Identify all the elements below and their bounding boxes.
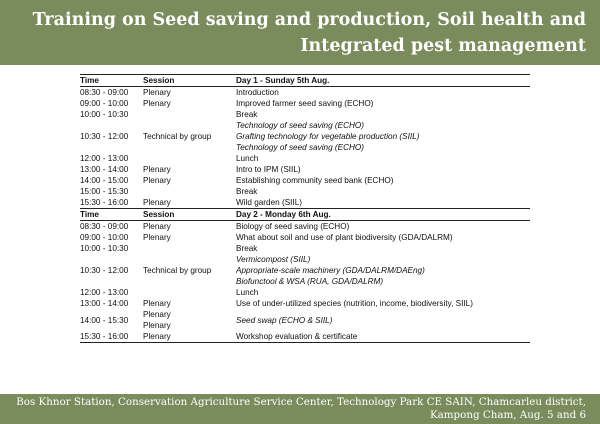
table-row: [80, 87, 530, 99]
topic-cell: Establishing community seed bank (ECHO): [236, 176, 394, 185]
column-header-session: Session: [143, 209, 236, 221]
group-topic: Technology of seed saving (ECHO): [236, 121, 365, 130]
table-row: [80, 331, 530, 343]
group-topic: Grafting technology for vegetable production (SIIL): [236, 132, 420, 141]
session-cell: [143, 109, 236, 120]
table-row: [80, 186, 530, 197]
topic-cell: Biology of seed saving (ECHO): [236, 222, 350, 231]
topic-cell-group: [236, 254, 530, 287]
table-row: [80, 175, 530, 186]
group-topic: Technology of seed saving (ECHO): [236, 143, 365, 152]
table-row: [80, 254, 530, 287]
table-row: [80, 109, 530, 120]
column-header-time: Time: [80, 209, 143, 221]
group-topic: Biofunctool & WSA (RUA, GDA/DALRM): [236, 277, 384, 286]
topic-cell: Break: [236, 110, 258, 119]
table-row: [80, 298, 530, 309]
schedule-table: [80, 74, 530, 343]
session-cell: Plenary: [143, 222, 171, 231]
time-cell: 15:30 - 16:00: [80, 331, 143, 343]
topic-cell: Workshop evaluation & certificate: [236, 331, 530, 343]
session-cell: Plenary: [143, 88, 171, 97]
time-cell: 15:30 - 16:00: [80, 198, 129, 207]
session-cell-double: [143, 309, 236, 331]
topic-cell: Intro to IPM (SIIL): [236, 165, 301, 174]
time-cell: 13:00 - 14:00: [80, 299, 129, 308]
time-cell: 08:30 - 09:00: [80, 222, 129, 231]
page-title-line2: Integrated pest management: [300, 36, 586, 56]
time-cell: 12:00 - 13:00: [80, 154, 129, 163]
session-label: Plenary: [143, 321, 171, 330]
group-topic: Appropriate-scale machinery (GDA/DALRM/DAEng): [236, 266, 425, 275]
time-cell: 13:00 - 14:00: [80, 165, 129, 174]
session-cell: Plenary: [143, 233, 171, 242]
day1-header: Day 1 - Sunday 5th Aug.: [236, 75, 530, 87]
time-cell: 12:00 - 13:00: [80, 288, 129, 297]
time-cell: 14:00 - 15:30: [80, 315, 129, 325]
table-row: [80, 120, 530, 153]
topic-cell: Lunch: [236, 288, 259, 297]
session-cell: Plenary: [143, 165, 171, 174]
title-banner: [0, 0, 600, 65]
time-cell: 10:30 - 12:00: [80, 132, 129, 141]
table-row: [80, 164, 530, 175]
topic-cell-group: [236, 120, 530, 153]
column-header-time: Time: [80, 75, 143, 87]
session-cell: [143, 243, 236, 254]
session-cell: Technical by group: [143, 132, 212, 141]
table-row: [80, 287, 530, 298]
time-cell: 10:00 - 10:30: [80, 110, 129, 119]
session-cell: [143, 153, 236, 164]
time-cell: 10:30 - 12:00: [80, 266, 129, 275]
footer-location-line2: Kampong Cham, Aug. 5 and 6: [429, 409, 586, 421]
session-cell: Plenary: [143, 198, 171, 207]
session-cell: Plenary: [143, 99, 171, 108]
table-row: [80, 232, 530, 243]
table-row: [80, 243, 530, 254]
page-title-line1: Training on Seed saving and production, Soil health and: [32, 10, 586, 30]
group-topic: Vermicompost (SIIL): [236, 255, 311, 264]
footer-location-line1: Bos Khnor Station, Conservation Agriculture Service Center, Technology Park CE SAIN, Chamcarleu district,: [16, 396, 586, 408]
session-cell: Plenary: [143, 176, 171, 185]
session-cell: [143, 186, 236, 197]
topic-cell: Improved farmer seed saving (ECHO): [236, 99, 374, 108]
topic-cell: What about soil and use of plant biodiversity (GDA/DALRM): [236, 233, 453, 242]
time-cell: 10:00 - 10:30: [80, 244, 129, 253]
time-cell: 09:00 - 10:00: [80, 233, 129, 242]
table-row: [80, 153, 530, 164]
topic-cell: Wild garden (SIIL): [236, 198, 302, 207]
session-cell: Technical by group: [143, 266, 212, 275]
session-cell: Plenary: [143, 331, 236, 343]
table-row: [80, 221, 530, 233]
column-header-session: Session: [143, 75, 236, 87]
topic-cell: Seed swap (ECHO & SIIL): [236, 315, 333, 325]
table-header-day2: [80, 209, 530, 221]
day2-header: Day 2 - Monday 6th Aug.: [236, 209, 530, 221]
time-cell: 09:00 - 10:00: [80, 99, 129, 108]
time-cell: 08:30 - 09:00: [80, 88, 129, 97]
table-row: [80, 98, 530, 109]
table-header-day1: [80, 75, 530, 87]
topic-cell: Break: [236, 244, 258, 253]
table-row: [80, 309, 530, 331]
topic-cell: Lunch: [236, 154, 259, 163]
time-cell: 14:00 - 15:00: [80, 176, 129, 185]
session-label: Plenary: [143, 310, 171, 319]
footer-banner: [0, 394, 600, 424]
session-cell: [143, 287, 236, 298]
topic-cell: Use of under-utilized species (nutrition, income, biodiversity, SIIL): [236, 299, 473, 308]
topic-cell: Break: [236, 187, 258, 196]
table-row: [80, 197, 530, 209]
time-cell: 15:00 - 15:30: [80, 187, 129, 196]
session-cell: Plenary: [143, 299, 171, 308]
topic-cell: Introduction: [236, 88, 279, 97]
